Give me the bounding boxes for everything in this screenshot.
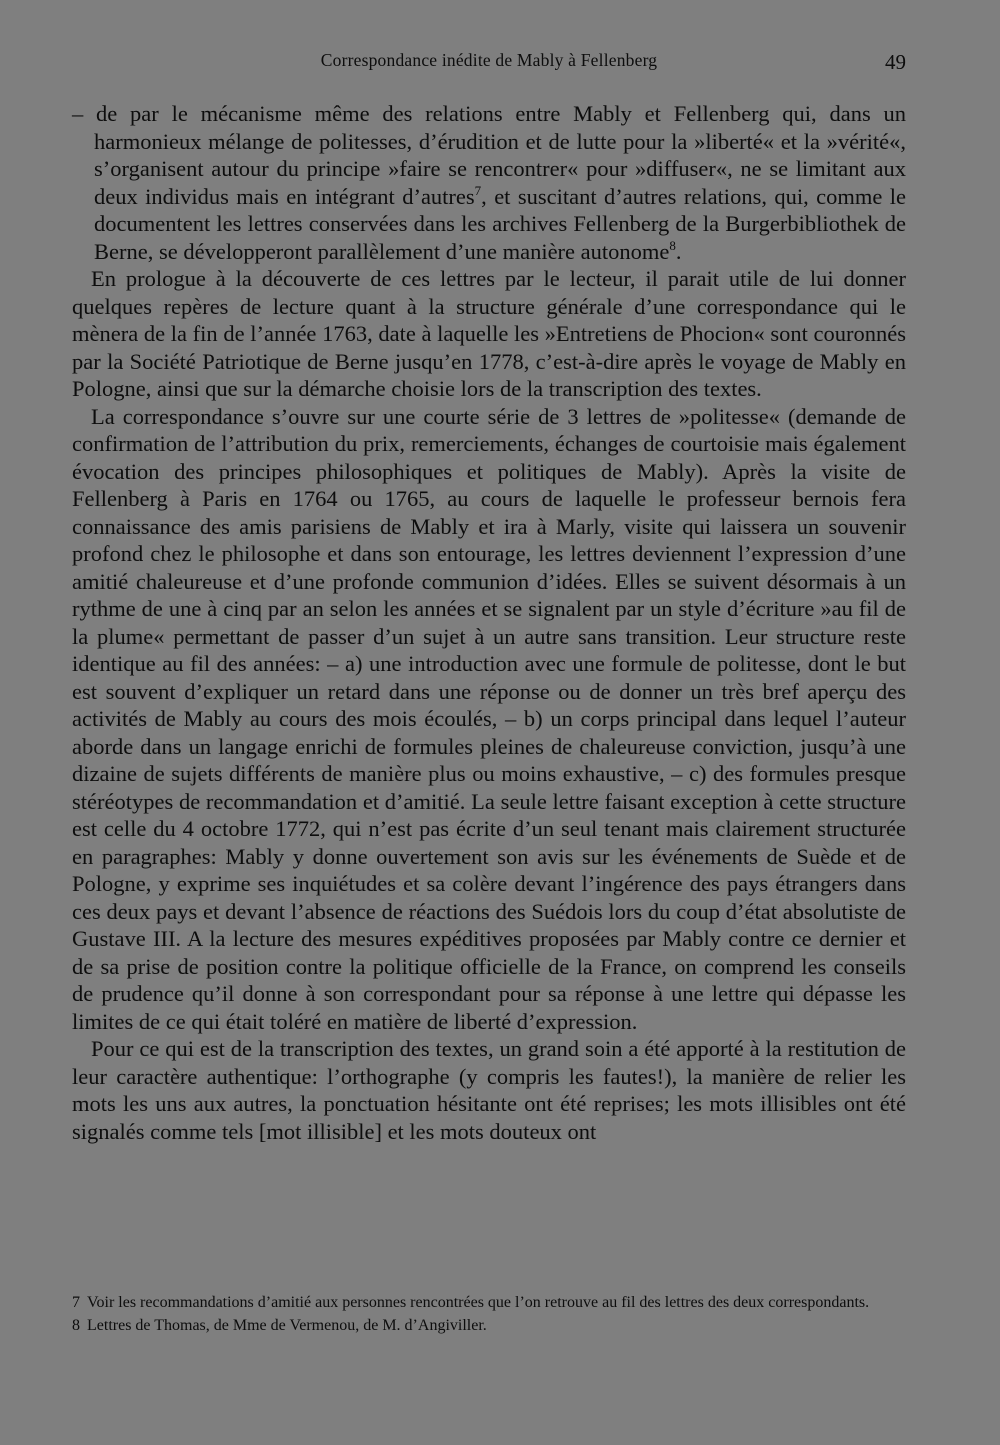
footnote-7 — [72, 1293, 906, 1313]
footnote-number: 8 — [72, 1317, 80, 1334]
footnote-text: Voir les recommandations d’amitié aux personnes rencontrées que l’on retrouve au fil des lettres des deux correspondants. — [87, 1294, 870, 1311]
footnote-ref-8: 8 — [669, 237, 676, 253]
running-title: Correspondance inédite de Mably à Fellenberg — [320, 50, 658, 70]
footnotes — [72, 1293, 906, 1339]
footnote-ref-7: 7 — [474, 182, 482, 198]
paragraph-2: En prologue à la découverte de ces lettres par le lecteur, il parait utile de lui donner quelques repères de lecture quant à la structure générale d’une correspondance qui le mènera de la fin de l’année 1763, date à laquelle les »Entretiens de Phocion« sont couronnés par la Société Patriotique de Berne jusqu’en 1778, c’est-à-dire après le voyage de Mably en Pologne, ainsi que sur la démarche choisie lors de la transcription des textes. — [72, 266, 906, 401]
paragraph-1-text-b: , et suscitant d’autres relations, qui, comme le documentent les lettres conservées dans les archives Fellenberg de la Burgerbibliothek de Berne, se développeront parallèlement d’une manière autonome — [94, 183, 906, 264]
paragraph-1-text-c: . — [675, 238, 682, 264]
running-head — [72, 50, 906, 76]
footnote-number: 7 — [72, 1294, 80, 1311]
paragraph-3: La correspondance s’ouvre sur une courte série de 3 lettres de »politesse« (demande de confirmation de l’attribution du prix, remerciements, échanges de courtoisie mais également évocation des principes philosophiques et politiques de Mably). Après la visite de Fellenberg à Paris en 1764 ou 1765, au cours de laquelle le professeur bernois fera connaissance des amis parisiens de Mably et ira à Marly, visite qui laissera un souvenir profond chez le philosophe et dans son entourage, les lettres deviennent l’expression d’une amitié chaleureuse et d’une profonde communion d’idées. Elles se suivent désormais à un rythme de une à cinq par an selon les années et se signalent par un style d’écriture »au fil de la plume« permettant de passer d’un sujet à un autre sans transition. Leur structure reste identique au fil des années: – a) une introduction avec une formule de politesse, dont le but est souvent d’expliquer un retard dans une réponse ou de donner un très bref aperçu des activités de Mably au cours des mois écoulés, – b) un corps principal dans lequel l’auteur aborde dans un langage enrichi de formules pleines de chaleureuse conviction, jusqu’à une dizaine de sujets différents de manière plus ou moins exhaustive, – c) des formules presque stéréotypes de recommandation et d’amitié. La seule lettre faisant exception à cette structure est celle du 4 octobre 1772, qui n’est pas écrite d’un seul tenant mais clairement structurée en paragraphes: Mably y donne ouvertement son avis sur les événements de Suède et de Pologne, y exprime ses inquiétudes et sa colère devant l’ingérence des pays étrangers dans ces deux pays et devant l’absence de réactions des Suédois lors du coup d’état absolutiste de Gustave III. A la lecture des mesures expéditives proposées par Mably contre ce dernier et de sa prise de position contre la politique officielle de la France, on comprend les conseils de prudence qu’il donne à son correspondant pour sa réponse à une lettre qui dépasse les limites de ce qui était toléré en matière de liberté d’expression. — [72, 403, 906, 1034]
main-text — [72, 100, 906, 1145]
page-number: 49 — [885, 50, 906, 74]
footnote-8 — [72, 1316, 906, 1336]
paragraph-1 — [72, 100, 906, 265]
paragraph-1-text-a: – de par le mécanisme même des relations entre Mably et Fellenberg qui, dans un harmonieux mélange de politesses, d’érudition et de lutte pour la »liberté« et la »vérité«, s’organisent autour du principe »faire se rencontrer« pour »diffuser«, ne se limitant aux deux individus mais en intégrant d’autres — [72, 101, 906, 209]
paragraph-4: Pour ce qui est de la transcription des textes, un grand soin a été apporté à la restitution de leur caractère authentique: l’orthographe (y compris les fautes!), la manière de relier les mots les uns aux autres, la ponctuation hésitante ont été reprises; les mots illisibles ont été signalés comme tels [mot illisible] et les mots douteux ont — [72, 1036, 906, 1144]
footnote-text: Lettres de Thomas, de Mme de Vermenou, de M. d’Angiviller. — [87, 1317, 487, 1334]
